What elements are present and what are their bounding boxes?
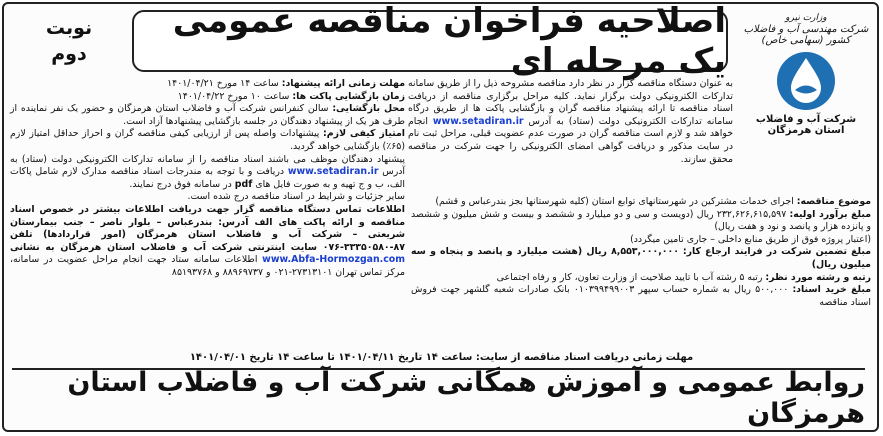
guarantee-label: مبلغ تضمین شرکت در فرایند ارجاع کار: — [682, 246, 871, 258]
funding-note: (اعتبار پروژه فوق از طریق منابع داخلی – جاری تامین میگردد) — [630, 233, 871, 245]
grade-value: رتبه ۵ رشته آب با تایید صلاحیت از وزارت تعاون، کار و رفاه اجتماعی — [496, 271, 763, 283]
company-caption: شرکت آب و فاضلاب استان هرمزگان — [755, 114, 857, 136]
pdf-format: pdf — [234, 178, 253, 190]
doc-deadline-line — [8, 352, 875, 363]
subject-value: اجرای خدمات مشترکین در شهرستانهای توابع استان (کلیه شهرستانها بجز بندرعباس و قشم) — [435, 196, 794, 207]
bidders-note-continued: دریافت و با توجه به مندرجات اسناد مناقصه مدارک لازم شامل پاکات الف، ب و ج تهیه و به صورت فایل های — [10, 166, 405, 190]
setad-link[interactable]: www.setadiran.ir — [432, 115, 524, 127]
quality-score-value: پیشنهادات واصله پس از ارزیابی کیفی مناقصه گران و احراز حداقل امتیاز لازم (۶۵٪) بازگشایی خواهد گردید. — [10, 128, 405, 152]
guarantee-value: ۸,۵۵۳,۰۰۰,۰۰۰ ریال (هشت میلیارد و پانصد و پنجاه و سه میلیون ریال) — [411, 246, 871, 270]
other-terms: سایر جزئیات و شرایط در اسناد مناقصه درج شده است. — [187, 191, 405, 203]
turn-value: دوم — [51, 43, 87, 65]
intro-section — [408, 78, 733, 166]
estimate-label: مبلغ برآورد اولیه: — [789, 208, 871, 220]
schedule-section — [10, 78, 405, 280]
contact-info-continued: اطلاعات سامانه ستاد جهت انجام مراحل عضویت در سامانه، مرکز تماس تهران ۲۷۳۱۳۱۰۱-۰۲۱ و ۸۸۹۶۹۷۳۷ و ۸۵۱۹۳۷۶۸ — [10, 254, 405, 278]
company-logo — [741, 12, 871, 152]
parent-company-name: شرکت مهندسی آب و فاضلاب کشور (سهامی خاص) — [743, 24, 869, 46]
doc-price-value: ۵۰۰,۰۰۰ ریال به شماره حساب سپهر ۰۱۰۳۹۹۴۹۹۰۰۳ بانک صادرات شعبه گلشهر جهت فروش اسناد مناقصه — [411, 284, 871, 308]
contact-info: اطلاعات تماس دستگاه مناقصه گزار جهت دریافت اطلاعات بیشتر در خصوص اسناد مناقصه و ارائه پاکت های الف آدرس: بندرعباس – بلوار ناصر – جنب بیمارستان شریعتی – شرکت آب و فاضلاب استان هرمزگان (امور قراردادها) تلفن ۸۷-۳۳۳۵۰۵۸۰-۰۷۶ سایت اینترنتی شرکت آب و فاضلاب استان هرمزگان به نشانی — [10, 203, 405, 253]
venue-value: سالن کنفرانس شرکت آب و فاضلاب استان هرمزگان و حضور یک نفر نماینده از طرف هر یک از پیشنهاد دهندگان در جلسه بازگشایی پیشنهادها آزاد است. — [10, 103, 405, 127]
ministry-name: وزارت نیرو — [785, 13, 827, 23]
bidders-note: پیشنهاد دهندگان موظف می باشند اسناد مناقصه را از سامانه تدارکات الکترونیکی دولت (ستاد) به آدرس — [10, 153, 406, 178]
water-drop-icon — [775, 50, 837, 112]
footer-banner — [12, 367, 865, 429]
page-title: اصلاحیه فراخوان مناقصه عمومی یک مرحله ای — [172, 1, 726, 81]
grade-label: رتبه و رشته مورد نظر: — [765, 271, 871, 283]
footer-publisher: روابط عمومی و آموزش همگانی شرکت آب و فاضلاب استان هرمزگان — [67, 367, 865, 429]
bidders-note-end: در سامانه فوق درج نمایند. — [129, 178, 232, 190]
intro-text: به عنوان دستگاه مناقصه گزار در نظر دارد مناقصه مشروحه ذیل را از طریق سامانه تدارکات الکترونیکی دولت برگزار نماید. کلیه مراحل برگزاری مناقصه از دریافت اسناد مناقصه تا ارائه پیشنهاد مناقصه گران و بازگشایی پاکت ها از طریق درگاه سامانه تدارکات الکترونیکی دولت (ستاد) به آدرس — [408, 78, 733, 127]
intro-text-continued: انجام خواهد شد و لازم است مناقصه گران در صورت عدم عضویت قبلی، مراحل ثبت نام در سایت مذکور و دریافت گواهی امضای الکترونیکی را جهت شرکت در مناقصه محقق سازند. — [408, 115, 733, 165]
abfa-website-link[interactable]: www.Abfa-Hormozgan.com — [262, 254, 405, 266]
headline-banner — [132, 1, 728, 81]
doc-deadline-label: مهلت زمانی دریافت اسناد مناقصه از سایت: — [475, 352, 694, 363]
opening-value: ساعت ۱۰ مورخ ۱۴۰۱/۰۴/۲۲ — [177, 90, 290, 102]
opening-label: زمان بازگشایی پاکت ها: — [292, 90, 405, 102]
venue-label: محل بازگشایی: — [332, 103, 405, 115]
doc-price-label: مبلغ خرید اسناد: — [792, 284, 871, 296]
subject-label: موضوع مناقصه: — [796, 196, 871, 207]
estimate-value: ۲۳۲,۶۲۶,۶۱۵,۵۹۷ ریال (دویست و سی و دو میلیارد و ششصد و بیست و شش میلیون و ششصد و پانزده هزار و پانصد و نود و هفت ریال) — [411, 208, 871, 233]
doc-deadline-value: ساعت ۱۴ تاریخ ۱۴۰۱/۰۴/۱۱ تا ساعت ۱۴ تاریخ ۱۴۰۱/۰۴/۰۱ — [189, 352, 473, 363]
bid-deadline-label: مهلت زمانی ارائه پیشنهاد: — [281, 78, 405, 89]
bid-deadline-value: ساعت ۱۴ مورخ ۱۴۰۱/۰۴/۲۱ — [167, 78, 279, 89]
tender-details-section — [411, 196, 871, 309]
bidders-setad-link[interactable]: www.setadiran.ir — [287, 166, 379, 178]
publication-turn — [14, 8, 124, 74]
turn-label: نوبت — [45, 17, 93, 39]
quality-score-label: امتیاز کیفی لازم: — [323, 128, 405, 140]
